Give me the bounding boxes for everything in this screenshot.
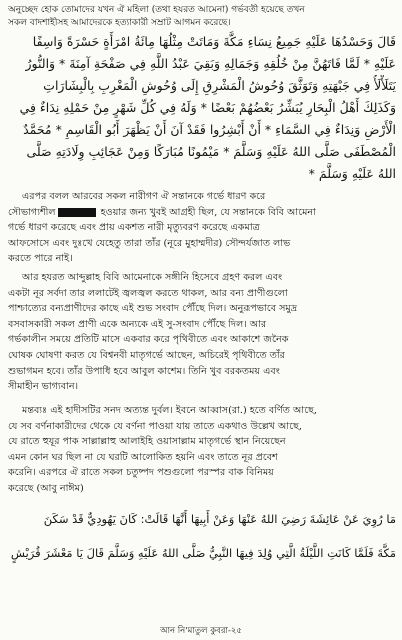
arabic-line: مَكَّةَ فَلَمَّا كَانَتِ اللَّيْلَةُ الَّتِي وُلِدَ فِيهَا النَّبِيُّ صَلَّى اللهُ عَلَيْهِ وَسَلَّمَ قَالَ يَا مَعْشَرَ قُرَيْشٍ — [10, 546, 396, 560]
text-line: মন্তব্যঃ এই হাদীসটির সনদ অত্যন্ত দুর্বল। ইবনে আব্বাস(রা.) হতে বর্ণিত আছে, — [22, 405, 317, 416]
arabic-line: عَلَيْهِ * لَمَّا فَاتَهُنَّ مِنْ خُلُقِهِ وَجَمَالِهِ وَبَقِيَ عَبْدُ اللَّهِ فِي صَفْحَةِ آمِنَةَ * وَالنُّورُ — [25, 56, 396, 71]
text-line: এমন কোন ঘর ছিল না যে ঘরটি আলোকিত হয়নি এবং তাতে নূর প্রবেশ — [8, 451, 278, 463]
text-line: সীমাহীন ভাগ্যবান। — [8, 381, 79, 393]
text-line — [8, 205, 396, 221]
text-fragment: হওয়ার জন্য খুবই আগ্রহী ছিল, যে সন্তানকে বিবি আমেনা — [97, 206, 316, 218]
text-fragment: সৌভাগ্যশীল — [8, 206, 56, 218]
paragraph-women-of-arabia — [8, 189, 396, 267]
arabic-line: اللهُ عَلَيْهِ وَسَلَّمَ * — [308, 166, 396, 181]
paragraph-commentary — [8, 403, 396, 497]
page-footer: আন নি'মাতুল কুবরা-২৫ — [160, 626, 242, 636]
text-line: যে সব বর্ণনাকারীদের থেকে যে বর্ণনা পাওয়া যায় তাতে একথাও উল্লেখ আছে, — [8, 420, 302, 432]
text-line: গর্ভকালীন সময়ে প্রতিটি মাসে একবার করে পৃথিবীতে এবং আকাশে জনৈক — [8, 334, 289, 346]
arabic-passage-1 — [8, 31, 396, 185]
arabic-line: قَالَ وَحَسْدُهَا عَلَيْهِ جَمِيعُ نِسَاءِ مَكَّةَ وَمَاتَتْ مِثْلُهَا مِائَةُ امْرَأَةٍ حَسْرَةً وَاسِفًا — [32, 34, 396, 49]
text-line: পাশ্চাত্যের বন্যপ্রাণীদের কাছে এই শুভ সংবাদ পৌঁছে দিল। অনুরূপভাবে সমুদ্র — [8, 303, 298, 315]
text-line: যে রাতে হুযূর পাক সাল্লাল্লাহু আলাইহি ওয়াসাল্লাম মাতৃগর্ভে স্থান নিয়েছেন — [8, 436, 286, 448]
arabic-line: مَا رُوِيَ عَنْ عَائِشَةَ رَضِيَ اللهُ عَنْهَا وَعَنْ أَبِيهَا أَنَّهَا قَالَتْ: كَانَ يَهُودِيٌّ قَدْ سَكَنَ — [43, 512, 396, 526]
paragraph-abdullah — [8, 270, 396, 395]
text-line: গর্ভে ধারণ করেছে এবং প্রায় একশত নারী মৃত্যুবরণ করেছে একমাত্র — [8, 222, 260, 234]
text-line: আর হযরত আব্দুল্লাহ বিবি আমেনাকে সঙ্গীনি হিসেবে গ্রহণ করল এবং — [22, 272, 283, 283]
intro-paragraph — [8, 4, 396, 29]
text-line: আফসোসে এবং দুঃখে যেহেতু তারা তাঁর (নূরে মুহাম্মদীর) সৌন্দর্যজাত লাভ — [8, 237, 291, 249]
text-line: করতে পারে নাই। — [8, 253, 73, 265]
text-line: একটা নূর সর্বদা তার ললাটেই জ্বলজ্বল করতে থাকল, আর বন্য প্রাণীগুলো — [8, 287, 288, 299]
arabic-line: يَتَلَأْلَأُ فِي جَبْهَتِهِ وَتَوَثَّقَ وُحُوشُ الْمَشْرِقِ إِلَى وُحُوشِ الْمَغْرِبِ بِالْبِشَارَاتِ — [43, 78, 396, 93]
text-line: বসবাসকারী সকল প্রাণী একে অন্যকে এই সু-সংবাদ পৌঁছে দিল। আর — [8, 318, 267, 330]
text-line: সকল বাদশাহীসহ আমাদেরকে হত্যাকারী সম্রাট আগমন করেছে। — [8, 17, 231, 28]
text-line: করেছে (আবু নাঈম) — [8, 482, 84, 494]
arabic-line: وَكَذَلِكَ أَهْلُ الْبِحَارِ يُبَشِّرُ بَعْضُهُمْ بَعْضًا * وَلَهُ فِي كُلِّ شَهْرٍ مِنْ حَمْلِهِ نِدَاءٌ فِي — [19, 100, 396, 115]
text-line: শুভাগমন হবে। তাঁর উপাধি হবে আবুল কাশেম। তিনি খুব বরকতময় এবং — [8, 365, 280, 377]
arabic-line: الْأَرْضِ وَنِدَاءٌ فِي السَّمَاءِ * أَنْ أَبْشِرُوا فَقَدْ آنَ أَنْ يَظْهَرَ أَبُو الْقَاسِمِ * مُحَمَّدٌ — [23, 122, 396, 137]
arabic-passage-2 — [8, 502, 396, 570]
text-line: এরপর বলল আরবের সকল নারীগণ ঐ সন্তানকে গর্ভে ধারণ করে — [22, 191, 266, 202]
text-line: করেনি। এরপরে ঐ রাতে সকল চতুষ্পদ পশুগুলো পরস্পর বাক বিনিময় — [8, 467, 274, 479]
text-line: অনুচ্ছেদ হোক তোমাদের যখন ঐ মহিলা (তথা হযরত আমেনা) গর্ভবতী হয়েছে তখন — [8, 5, 305, 15]
arabic-line: الْمُصْطَفَى صَلَّى اللهُ عَلَيْهِ وَسَلَّمَ * مَيْمُونًا مُبَارَكًا وَمِنْ عَجَائِبِ وِلَادَتِهِ صَلَّى — [26, 144, 396, 159]
text-line: ঘোষক ঘোষণা করত যে বিশ্বনবী মাতৃগর্ভে আছেন, অচিরেই পৃথিবীতে তাঁর — [8, 349, 285, 361]
redaction-mark — [58, 208, 96, 217]
